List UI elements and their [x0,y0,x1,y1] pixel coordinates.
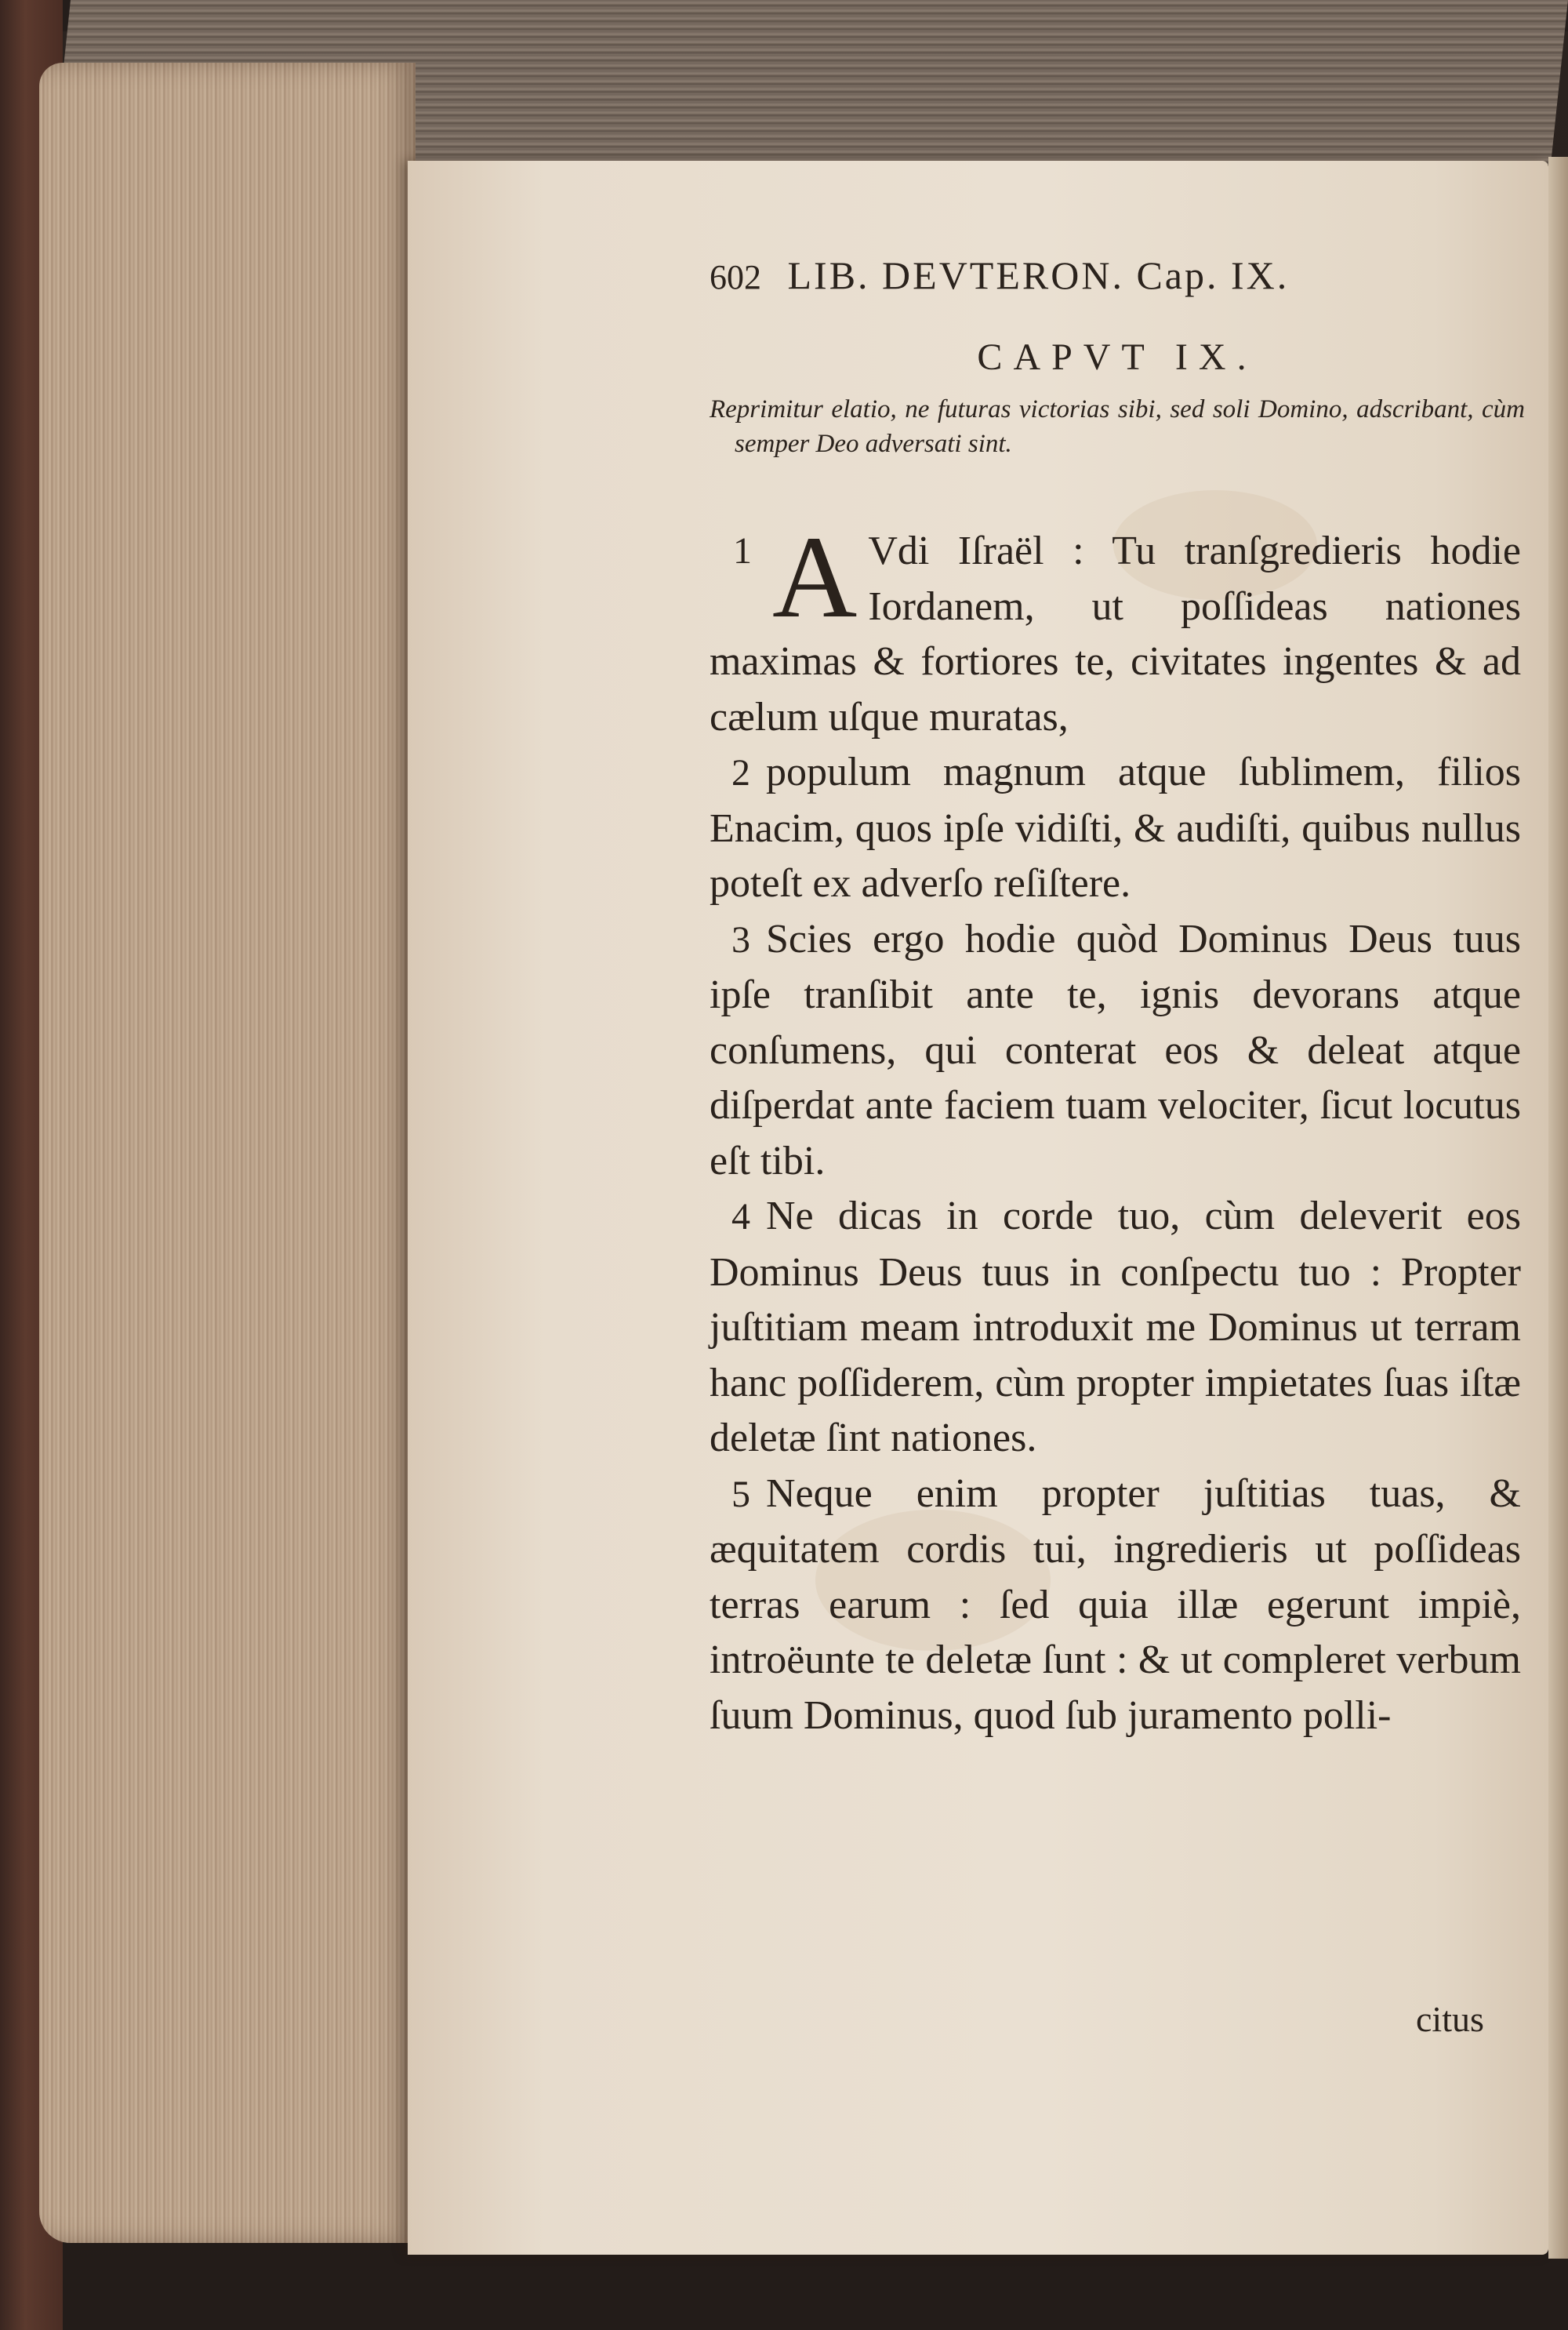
verse-text: Vdi Iſraël : Tu tranſgredieris hodie Iordanem, ut poſſideas nationes maximas & fortiores te, civitates ingentes & ad cælum uſque muratas, [710,529,1521,740]
catchword: citus [1416,1999,1484,2039]
verse-body [710,512,1521,1743]
verse-text: Ne dicas in corde tuo, cùm deleverit eos Dominus Deus tuus in conſpectu tuo : Propter juſtitiam meam introduxit me Dominus ut terram hanc poſſiderem, cùm propter impietates ſuas iſtæ deletæ ſint nationes. [710,1194,1521,1460]
running-head [710,253,1525,307]
page-block-left-edge [39,63,416,2243]
verse-1 [710,512,1521,745]
verse-number: 4 [731,1196,750,1238]
verse-text: Neque enim propter juſtitias tuas, & æquitatem cordis tui, ingredieris ut poſſideas terras earum : ſed quia illæ egerunt impiè, introëunte te deletæ ſunt : & ut compleret verbum ſuum Dominus, quod ſub juramento polli- [710,1470,1521,1738]
verse-2 [710,745,1521,912]
running-title: LIB. DEVTERON. Cap. IX. [787,253,1290,297]
verse-4 [710,1189,1521,1467]
chapter-title: CAPVT IX. [977,336,1258,378]
chapter-summary-text: Reprimitur elatio, ne futuras victorias sibi, sed soli Domino, adscribant, cùm semper Deo adversati sint. [710,395,1525,458]
verse-number: 1 [733,530,752,572]
drop-cap: A [772,512,858,642]
verse-5 [710,1467,1521,1744]
page-number: 602 [710,258,761,296]
chapter-summary [710,392,1525,461]
verse-number: 2 [731,752,750,794]
verse-3 [710,912,1521,1190]
verse-text: populum magnum atque ſublimem, filios Enacim, quos ipſe vidiſti, & audiſti, quibus nullus poteſt ex adverſo reſiſtere. [710,750,1521,906]
page-right-edge [1548,157,1568,2259]
verse-number: 3 [731,918,750,961]
verse-number: 5 [731,1473,750,1515]
verse-text: Scies ergo hodie quòd Dominus Deus tuus ipſe tranſibit ante te, ignis devorans atque conſumens, qui conterat eos & deleat atque diſperdat ante faciem tuam velociter, ſicut locutus eſt tibi. [710,916,1521,1183]
